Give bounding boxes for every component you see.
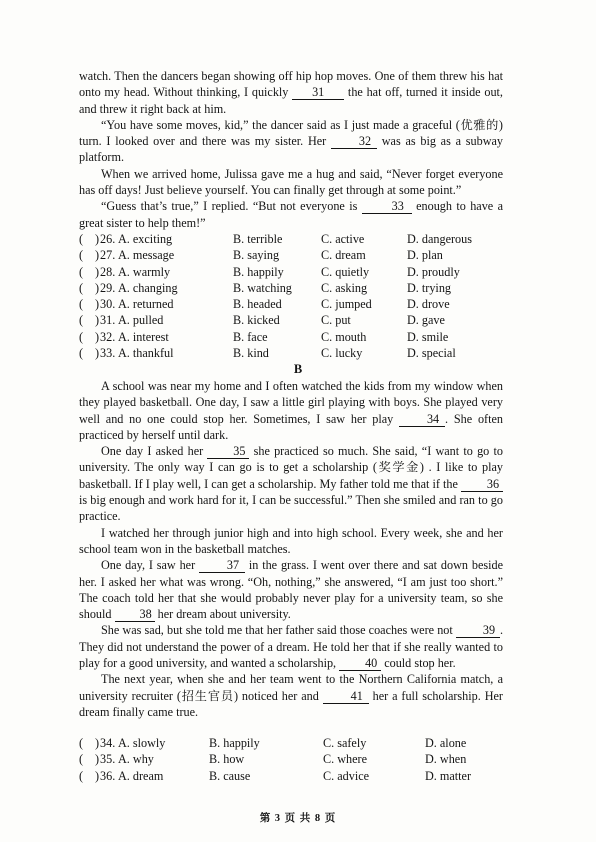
option-c: C. jumped xyxy=(321,297,372,312)
passage-b-paragraph-2: One day I asked her 35 she practiced so much. She said, “I want to go to university. The only way I can go is to get a scholarship (奖学金) . I like to play basketball. If I play well, I can get a scholarship. My father told me that if the 36 is big enough and work hard for it, I can be successful.” Then she smiled and ran to go practice. xyxy=(79,444,503,524)
answer-blank-37: 37 xyxy=(199,558,245,573)
question-number: 27. xyxy=(100,248,116,263)
option-row xyxy=(79,329,509,345)
option-a: A. why xyxy=(118,752,154,767)
answer-paren-open: ( xyxy=(79,768,84,783)
answer-paren-close: ) xyxy=(95,264,100,279)
question-number: 26. xyxy=(100,232,116,246)
option-a: A. dream xyxy=(118,768,164,783)
option-row xyxy=(79,247,509,263)
option-c: C. active xyxy=(321,232,365,246)
question-number: 31. xyxy=(100,313,116,328)
question-number: 30. xyxy=(100,297,116,312)
option-row xyxy=(79,768,509,784)
answer-paren-open: ( xyxy=(79,329,84,344)
option-a: A. exciting xyxy=(118,232,173,246)
answer-paren-close: ) xyxy=(95,736,100,750)
option-a: A. warmly xyxy=(118,264,171,279)
answer-paren-close: ) xyxy=(95,313,100,328)
option-d: D. drove xyxy=(407,297,450,312)
answer-paren-close: ) xyxy=(95,329,100,344)
option-b: B. watching xyxy=(233,280,292,295)
answer-paren-close: ) xyxy=(95,346,100,361)
option-d: D. gave xyxy=(407,313,445,328)
option-b: B. face xyxy=(233,329,268,344)
option-b: B. cause xyxy=(209,768,251,783)
answer-blank-34: 34 xyxy=(399,412,445,427)
option-a: A. interest xyxy=(118,329,169,344)
option-c: C. where xyxy=(323,752,367,767)
passage-b-paragraph-6: The next year, when she and her team went to the Northern California match, a university recruiter (招生官员) noticed her and 41 her a full scholarship. Her dream finally came true. xyxy=(79,672,503,719)
option-c: C. safely xyxy=(323,736,367,750)
option-c: C. lucky xyxy=(321,346,363,361)
option-d: D. trying xyxy=(407,280,452,295)
question-number: 32. xyxy=(100,329,116,344)
answer-blank-41: 41 xyxy=(323,689,369,704)
option-d: D. when xyxy=(425,752,467,767)
option-c: C. quietly xyxy=(321,264,370,279)
passage-a xyxy=(79,68,503,231)
option-b: B. kicked xyxy=(233,313,280,328)
options-b xyxy=(79,735,509,784)
option-b: B. headed xyxy=(233,297,282,312)
option-d: D. matter xyxy=(425,768,472,783)
option-row xyxy=(79,280,509,296)
answer-paren-open: ( xyxy=(79,248,84,263)
answer-paren-open: ( xyxy=(79,313,84,328)
passage-a-paragraph-4: “Guess that’s true,” I replied. “But not everyone is 33 enough to have a great sister to help them!” xyxy=(79,199,503,230)
option-d: D. alone xyxy=(425,736,467,750)
option-c: C. advice xyxy=(323,768,370,783)
answer-paren-close: ) xyxy=(95,752,100,767)
question-number: 29. xyxy=(100,280,116,295)
option-a: A. slowly xyxy=(118,736,166,750)
answer-paren-close: ) xyxy=(95,232,100,246)
option-c: C. asking xyxy=(321,280,368,295)
question-number: 34. xyxy=(100,736,116,750)
option-a: A. thankful xyxy=(118,346,174,361)
answer-paren-close: ) xyxy=(95,768,100,783)
page-footer: 第 3 页 共 8 页 xyxy=(259,813,337,824)
passage-a-paragraph-2: “You have some moves, kid,” the dancer said as I just made a graceful (优雅的) turn. I looked over and there was my sister. Her 32 was as big as a subway platform. xyxy=(79,117,503,165)
option-c: C. mouth xyxy=(321,329,367,344)
question-number: 33. xyxy=(100,346,116,361)
answer-blank-40: 40 xyxy=(339,656,381,671)
answer-paren-open: ( xyxy=(79,752,84,767)
options-a xyxy=(79,231,509,361)
answer-paren-close: ) xyxy=(95,297,100,312)
answer-paren-close: ) xyxy=(95,280,100,295)
option-b: B. how xyxy=(209,752,245,767)
option-row xyxy=(79,312,509,328)
answer-paren-open: ( xyxy=(79,232,84,246)
answer-paren-open: ( xyxy=(79,297,84,312)
passage-b-paragraph-5: She was sad, but she told me that her father said those coaches were not 39 . They did not understand the power of a dream. He told her that if she really wanted to play for a good university, and wanted a scholarship, 40 could stop her. xyxy=(79,623,503,671)
section-b-heading: B xyxy=(293,362,303,376)
answer-blank-39: 39 xyxy=(456,623,500,638)
option-c: C. put xyxy=(321,313,351,328)
option-b: B. terrible xyxy=(233,232,283,246)
question-number: 28. xyxy=(100,264,116,279)
question-number: 36. xyxy=(100,768,116,783)
option-row xyxy=(79,296,509,312)
option-b: B. happily xyxy=(233,264,284,279)
option-row xyxy=(79,264,509,280)
option-row xyxy=(79,345,509,361)
answer-blank-32: 32 xyxy=(331,134,377,149)
question-number: 35. xyxy=(100,752,116,767)
option-b: B. saying xyxy=(233,248,280,263)
option-row xyxy=(79,735,509,751)
answer-blank-36: 36 xyxy=(461,477,503,492)
passage-b-paragraph-4: One day, I saw her 37 in the grass. I went over there and sat down beside her. I asked her what was wrong. “Oh, nothing,” she answered, “I am just too short.” The coach told her that she would probably never play for a university team, so she should 38 her dream about university. xyxy=(79,558,503,622)
option-row xyxy=(79,751,509,767)
answer-blank-33: 33 xyxy=(362,199,412,214)
option-a: A. returned xyxy=(118,297,174,312)
passage-b-paragraph-1: A school was near my home and I often watched the kids from my window when they played basketball. One day, I saw a little girl playing with boys. She played very well and no one could stop her. Sometimes, I saw her play 34 . She often practiced by herself until dark. xyxy=(79,379,503,442)
answer-paren-open: ( xyxy=(79,264,84,279)
answer-paren-close: ) xyxy=(95,248,100,263)
passage-a-paragraph-1: watch. Then the dancers began showing off hip hop moves. One of them threw his hat onto my head. Without thinking, I quickly 31 the hat off, turned it inside out, and threw it right back at him. xyxy=(79,69,503,116)
option-d: D. dangerous xyxy=(407,232,472,246)
option-d: D. proudly xyxy=(407,264,460,279)
option-a: A. pulled xyxy=(118,313,164,328)
answer-paren-open: ( xyxy=(79,280,84,295)
answer-paren-open: ( xyxy=(79,736,84,750)
passage-a-paragraph-3: When we arrived home, Julissa gave me a hug and said, “Never forget everyone has off days! Just believe yourself. You can finally get through at some point.” xyxy=(79,166,503,198)
answer-blank-38: 38 xyxy=(115,607,155,622)
option-c: C. dream xyxy=(321,248,366,263)
passage-b-paragraph-3: I watched her through junior high and into high school. Every week, she and her school team won in the basketball matches. xyxy=(79,525,503,556)
option-b: B. happily xyxy=(209,736,260,750)
answer-paren-open: ( xyxy=(79,346,84,361)
option-b: B. kind xyxy=(233,346,269,361)
option-d: D. plan xyxy=(407,248,443,263)
option-d: D. smile xyxy=(407,329,449,344)
option-a: A. message xyxy=(118,248,175,263)
option-d: D. special xyxy=(407,346,456,361)
option-row xyxy=(79,231,509,247)
answer-blank-31: 31 xyxy=(292,85,344,100)
answer-blank-35: 35 xyxy=(207,444,249,459)
passage-b xyxy=(79,378,503,720)
option-a: A. changing xyxy=(118,280,178,295)
